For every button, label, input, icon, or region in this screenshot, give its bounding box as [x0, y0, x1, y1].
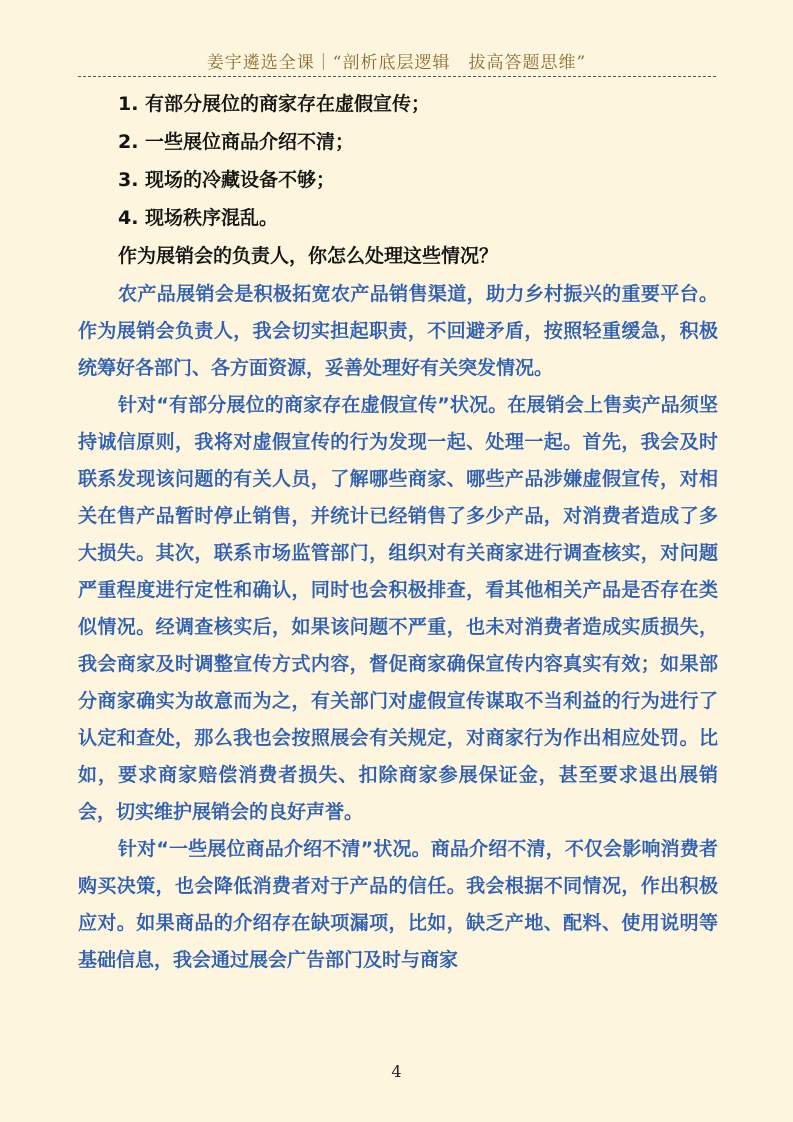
page-header: 姜宇遴选全课｜“剖析底层逻辑 拔高答题思维”: [206, 53, 587, 73]
question-item-4: 4. 现场秩序混乱。: [118, 207, 279, 229]
header-divider: [78, 76, 716, 77]
question-item-1: 1. 有部分展位的商家存在虚假宣传；: [118, 93, 431, 115]
question-block: [78, 86, 718, 275]
question-item-2: 2. 一些展位商品介绍不清；: [118, 131, 355, 153]
document-body: [78, 86, 718, 979]
page-number: 4: [391, 1062, 402, 1081]
answer-paragraph-false-advertising: 针对“有部分展位的商家存在虚假宣传”状况。在展销会上售卖产品须坚持诚信原则，我将对虚假宣传的行为发现一起、处理一起。首先，我会及时联系发现该问题的有关人员，了解哪些商家、哪些产品涉嫌虚假宣传，对相关在售产品暂时停止销售，并统计已经销售了多少产品，对消费者造成了多大损失。其次，联系市场监管部门，组织对有关商家进行调查核实，对问题严重程度进行定性和确认，同时也会积极排查，看其他相关产品是否存在类似情况。经调查核实后，如果该问题不严重，也未对消费者造成实质损失，我会商家及时调整宣传方式内容，督促商家确保宣传内容真实有效；如果部分商家确实为故意而为之，有关部门对虚假宣传谋取不当利益的行为进行了认定和查处，那么我也会按照展会有关规定，对商家行为作出相应处罚。比如，要求商家赔偿消费者损失、扣除商家参展保证金，甚至要求退出展销会，切实维护展销会的良好声誉。: [78, 394, 718, 823]
answer-paragraph-unclear-description: 针对“一些展位商品介绍不清”状况。商品介绍不清，不仅会影响消费者购买决策，也会降低消费者对于产品的信任。我会根据不同情况，作出积极应对。如果商品的介绍存在缺项漏项，比如，缺乏产地、配料、使用说明等基础信息，我会通过展会广告部门及时与商家: [78, 838, 718, 971]
answer-block: [78, 276, 718, 979]
answer-paragraph-intro: 农产品展销会是积极拓宽农产品销售渠道，助力乡村振兴的重要平台。作为展销会负责人，我会切实担起职责，不回避矛盾，按照轻重缓急，积极统筹好各部门、各方面资源，妥善处理好有关突发情况。: [78, 283, 718, 379]
question-prompt: 作为展销会的负责人，你怎么处理这些情况？: [118, 245, 499, 267]
question-item-3: 3. 现场的冷藏设备不够；: [118, 169, 336, 191]
